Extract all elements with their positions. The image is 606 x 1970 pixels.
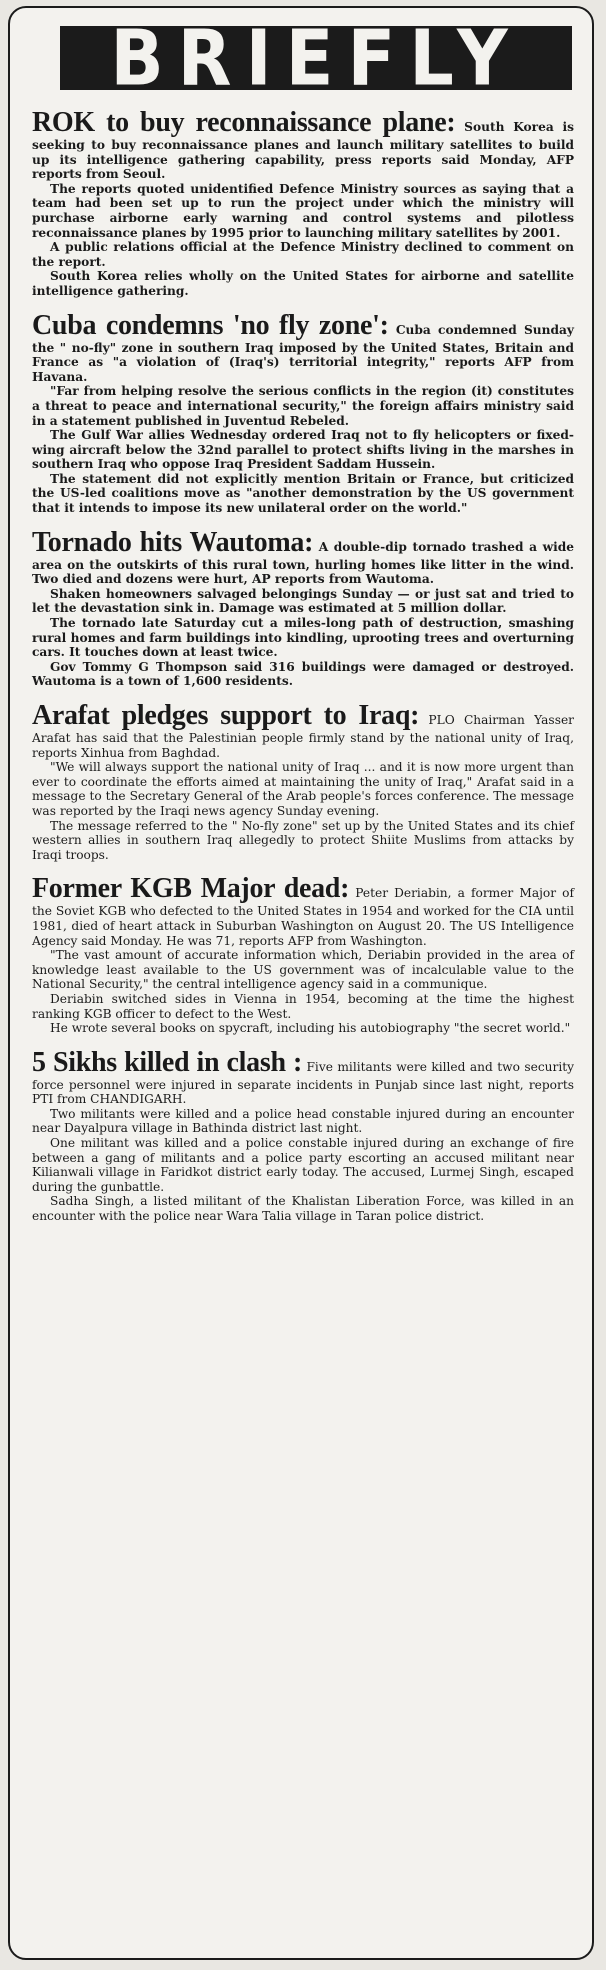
brief-paragraph — [32, 948, 574, 992]
paragraph-text: A double-dip tornado trashed a wide area on the outskirts of this rural town, hurling homes like litter in the wind. Two died and dozens were hurt, AP reports from Wautoma. — [32, 539, 574, 587]
paragraph-text: A public relations official at the Defence Ministry declined to comment on the report. — [32, 240, 574, 269]
brief-paragraph — [32, 760, 574, 818]
news-brief — [32, 528, 574, 689]
masthead-title: BRIEFLY — [110, 12, 522, 104]
brief-paragraph — [32, 269, 574, 298]
brief-paragraph — [32, 472, 574, 516]
brief-headline: Cuba condemns 'no fly zone': — [32, 309, 389, 341]
brief-paragraph — [32, 587, 574, 616]
paragraph-text: The statement did not explicitly mention Britain or France, but criticized the US-led coalitions move as "another demonstration by the US government that it intends to impose its new unilateral order on the world." — [32, 471, 574, 516]
brief-paragraph — [32, 240, 574, 269]
paragraph-text: Cuba condemned Sunday the " no-fly" zone in southern Iraq imposed by the United States, Britain and France as "a violation of (Iraq's) territorial integrity," reports AFP from Havana. — [32, 322, 574, 384]
masthead — [60, 12, 572, 104]
brief-paragraph — [32, 528, 574, 587]
paragraph-text: The Gulf War allies Wednesday ordered Iraq not to fly helicopters or fixed-wing aircraft below the 32nd parallel to protect shifts living in the marshes in southern Iraq who oppose Iraq President Saddam Hussein. — [32, 428, 574, 472]
brief-paragraph — [32, 1136, 574, 1194]
paragraph-text: Deriabin switched sides in Vienna in 1954, becoming at the time the highest ranking KGB officer to defect to the West. — [32, 991, 574, 1021]
paragraph-text: Gov Tommy G Thompson said 316 buildings were damaged or destroyed. Wautoma is a town of 1,600 residents. — [32, 659, 574, 689]
brief-paragraph — [32, 616, 574, 660]
news-brief — [32, 108, 574, 299]
paragraph-text: PLO Chairman Yasser Arafat has said that the Palestinian people firmly stand by the national unity of Iraq, reports Xinhua from Baghdad. — [32, 713, 574, 760]
brief-paragraph — [32, 311, 574, 385]
brief-headline: Former KGB Major dead: — [32, 873, 350, 905]
brief-paragraph — [32, 660, 574, 689]
brief-paragraph — [32, 1194, 574, 1223]
news-brief — [32, 874, 574, 1035]
brief-paragraph — [32, 819, 574, 863]
paragraph-text: He wrote several books on spycraft, including his autobiography "the secret world." — [50, 1021, 571, 1036]
paragraph-text: The message referred to the " No-fly zone" set up by the United States and its chief western allies in southern Iraq allegedly to protect Shiite Muslims from attacks by Iraqi troops. — [32, 818, 574, 862]
brief-paragraph — [32, 701, 574, 760]
news-brief — [32, 701, 574, 862]
paragraph-text: The tornado late Saturday cut a miles-long path of destruction, smashing rural homes and farm buildings into kindling, uprooting trees and overturning cars. It touches down at least twice. — [32, 616, 574, 660]
news-clipping — [8, 6, 594, 1960]
paragraph-text: South Korea is seeking to buy reconnaissance planes and launch military satellites to build up its intelligence gathering capability, press reports said Monday, AFP reports from Seoul. — [32, 120, 574, 182]
brief-paragraph — [32, 992, 574, 1021]
brief-headline: ROK to buy reconnaissance plane: — [32, 107, 456, 138]
brief-paragraph — [32, 384, 574, 428]
brief-paragraph — [32, 182, 574, 240]
paragraph-text: The reports quoted unidentified Defence Ministry sources as saying that a team had been set up to run the project under which the ministry will purchase airborne early warning and control systems and pilotless reconnaissance planes by 1995 prior to launching military satellites by 2001. — [32, 181, 574, 240]
articles-list — [10, 108, 592, 1224]
paragraph-text: "Far from helping resolve the serious conflicts in the region (it) constitutes a threat to peace and international security," the foreign affairs ministry said in a statement published in Juventud Rebeled. — [32, 384, 574, 428]
brief-paragraph — [32, 1107, 574, 1136]
paragraph-text: South Korea relies wholly on the United States for airborne and satellite intelligence gathering. — [32, 269, 574, 298]
news-brief — [32, 311, 574, 516]
paragraph-text: One militant was killed and a police constable injured during an exchange of fire between a gang of militants and a police party escorting an accused militant near Kilianwali village in Faridkot district early today. The accused, Lurmej Singh, escaped during the gunbattle. — [32, 1136, 574, 1194]
paragraph-text: Shaken homeowners salvaged belongings Sunday — or just sat and tried to let the devastation sink in. Damage was estimated at 5 million dollar. — [32, 586, 574, 616]
paragraph-text: Five militants were killed and two security force personnel were injured in separate incidents in Punjab since last night, reports PTI from CHANDIGARH. — [32, 1059, 575, 1107]
brief-paragraph — [32, 1021, 574, 1036]
paragraph-text: "The vast amount of accurate information which, Deriabin provided in the area of knowledge least available to the US government was of incalculable value to the National Security," the central intelligence agency said in a communique. — [32, 948, 574, 992]
brief-headline: Arafat pledges support to Iraq: — [32, 700, 420, 731]
brief-headline: Tornado hits Wautoma: — [32, 526, 314, 558]
brief-paragraph — [32, 428, 574, 472]
brief-paragraph — [32, 874, 574, 948]
brief-paragraph — [32, 1048, 574, 1107]
brief-paragraph — [32, 108, 574, 182]
paragraph-text: Sadha Singh, a listed militant of the Khalistan Liberation Force, was killed in an encounter with the police near Wara Talia village in Taran police district. — [32, 1194, 574, 1224]
paragraph-text: Peter Deriabin, a former Major of the Soviet KGB who defected to the United States in 1954 and worked for the CIA until 1981, died of heart attack in Suburban Washington on August 20. The US Intelligence Agency said Monday. He was 71, reports AFP from Washington. — [32, 886, 575, 948]
news-brief — [32, 1048, 574, 1224]
paragraph-text: "We will always support the national unity of Iraq ... and it is now more urgent than ever to coordinate the efforts aimed at maintaining the unity of Iraq," Arafat said in a message to the Secretary General of the Arab people's forces conference. The message was reported by the Iraqi news agency Sunday evening. — [32, 760, 574, 818]
paragraph-text: Two militants were killed and a police head constable injured during an encounter near Dayalpura village in Bathinda district last night. — [32, 1106, 574, 1136]
brief-headline: 5 Sikhs killed in clash : — [32, 1046, 303, 1078]
